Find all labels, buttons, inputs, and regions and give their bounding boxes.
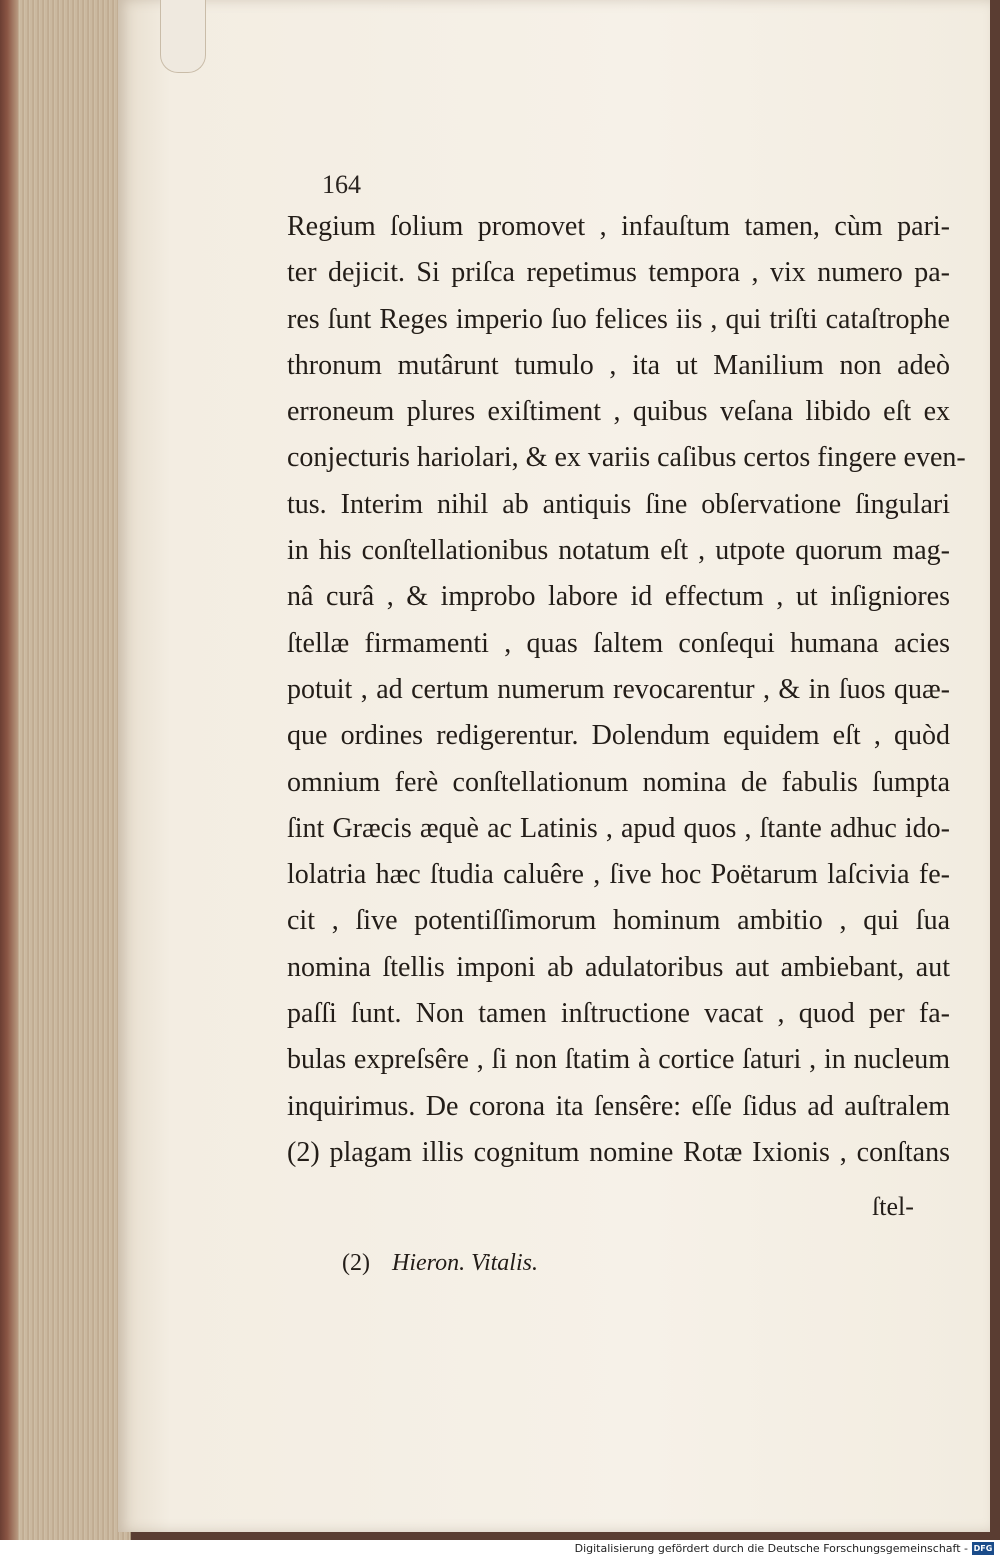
text-line: que ordines redigerentur. Dolendum equidem eſt , quòd <box>287 720 950 752</box>
text-line: in his conſtellationibus notatum eſt , utpote quorum mag- <box>287 535 950 567</box>
page-tab-marker <box>160 0 206 73</box>
text-line: nâ curâ , & improbo labore id effectum , ut inſigniores <box>287 581 950 613</box>
text-line: omnium ferè conſtellationum nomina de fabulis ſumpta <box>287 766 950 798</box>
footnote-marker: (2) <box>342 1250 370 1276</box>
text-line: ſtellæ firmamenti , quas ſaltem conſequi humana acies <box>287 627 950 659</box>
text-line: conjecturis hariolari, & ex variis caſibus certos fingere even- <box>287 442 966 474</box>
text-line: lolatria hæc ſtudia caluêre , ſive hoc Poëtarum laſcivia fe- <box>287 859 950 891</box>
text-line: (2) plagam illis cognitum nomine Rotæ Ixionis , conſtans <box>287 1136 950 1168</box>
text-line: Regium ſolium promovet , infauſtum tamen, cùm pari- <box>287 211 950 242</box>
text-line: cit , ſive potentiſſimorum hominum ambitio , qui ſua <box>287 905 950 937</box>
text-line: potuit , ad certum numerum revocarentur , & in ſuos quæ- <box>287 673 950 705</box>
footer-credit: Digitalisierung gefördert durch die Deutsche Forschungsgemeinschaft - <box>574 1542 968 1555</box>
text-line: thronum mutârunt tumulo , ita ut Manilium non adeò <box>287 349 950 381</box>
body-text <box>287 204 966 1176</box>
text-line: paſſi ſunt. Non tamen inſtructione vacat , quod per fa- <box>287 998 950 1030</box>
book-binding <box>0 0 18 1540</box>
text-line: nomina ſtellis imponi ab adulatoribus aut ambiebant, aut <box>287 951 950 983</box>
text-line: res ſunt Reges imperio ſuo felices iis , qui triſti cataſtrophe <box>287 303 950 335</box>
footnote <box>342 1250 538 1277</box>
dfg-logo-icon: DFG <box>973 1544 993 1553</box>
catchword: ſtel- <box>872 1192 914 1221</box>
page-number: 164 <box>322 170 361 199</box>
footnote-reference: Hieron. Vitalis. <box>391 1250 538 1276</box>
text-line: inquirimus. De corona ita ſensêre: eſſe ſidus ad auſtralem <box>287 1090 950 1122</box>
book-page-edges <box>0 0 131 1540</box>
text-line: ter dejicit. Si priſca repetimus tempora , vix numero pa- <box>287 257 950 289</box>
text-line: ſint Græcis æquè ac Latinis , apud quos , ſtante adhuc ido- <box>287 812 950 844</box>
text-line: erroneum plures exiſtiment , quibus veſana libido eſt ex <box>287 396 950 428</box>
text-line: tus. Interim nihil ab antiquis ſine obſervatione ſingulari <box>287 488 950 520</box>
text-line: bulas expreſsêre , ſi non ſtatim à cortice ſaturi , in nucleum <box>287 1044 950 1076</box>
